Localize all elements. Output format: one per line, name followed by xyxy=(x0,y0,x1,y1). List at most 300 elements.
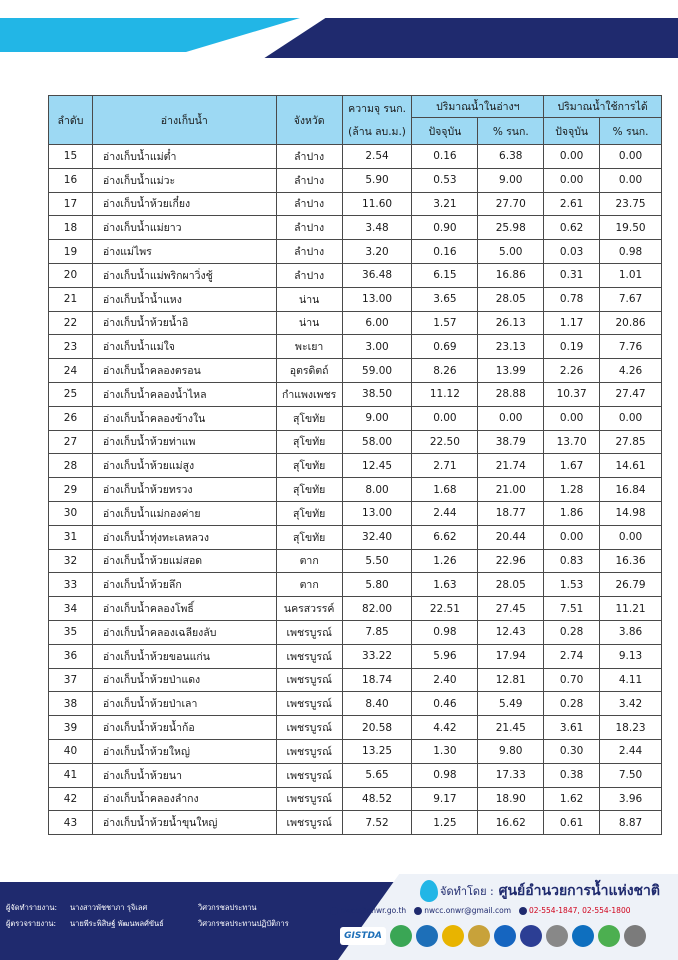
cell-usable-current: 1.28 xyxy=(544,478,600,502)
table-row xyxy=(49,168,662,192)
cell-row-number: 26 xyxy=(49,406,93,430)
cell-usable-current: 0.00 xyxy=(544,145,600,169)
cell-province: สุโขทัย xyxy=(276,525,342,549)
cell-storage-percent: 18.90 xyxy=(478,787,544,811)
cell-row-number: 40 xyxy=(49,739,93,763)
org-credit xyxy=(440,880,660,902)
cell-usable-current: 13.70 xyxy=(544,430,600,454)
table-row xyxy=(49,335,662,359)
cell-capacity: 33.22 xyxy=(342,644,412,668)
cell-usable-current: 0.83 xyxy=(544,549,600,573)
cell-usable-current: 1.53 xyxy=(544,573,600,597)
agency-logo-icon xyxy=(546,925,568,947)
dept-logo-icon xyxy=(416,925,438,947)
cell-capacity: 59.00 xyxy=(342,359,412,383)
header-storage-percent: % รนก. xyxy=(478,118,544,145)
checker-name: นายพีระพิสิษฐ์ พัฒนพลศ์ขันธ์ xyxy=(70,919,164,928)
cell-province: สุโขทัย xyxy=(276,430,342,454)
cell-row-number: 28 xyxy=(49,454,93,478)
cell-storage-current: 1.68 xyxy=(412,478,478,502)
header-no: ลำดับ xyxy=(49,96,93,145)
cell-province: เพชรบูรณ์ xyxy=(276,763,342,787)
cell-storage-percent: 38.79 xyxy=(478,430,544,454)
web-contact[interactable] xyxy=(330,906,406,915)
cell-province: ลำปาง xyxy=(276,168,342,192)
cell-row-number: 19 xyxy=(49,240,93,264)
cell-usable-current: 0.62 xyxy=(544,216,600,240)
cell-reservoir-name: อ่างเก็บน้ำห้วยป่าแดง xyxy=(92,668,276,692)
cell-row-number: 35 xyxy=(49,620,93,644)
cell-storage-current: 1.30 xyxy=(412,739,478,763)
cell-usable-current: 0.28 xyxy=(544,692,600,716)
cell-capacity: 5.50 xyxy=(342,549,412,573)
gistda-logo-icon: GISTDA xyxy=(340,927,386,945)
cell-province: สุโขทัย xyxy=(276,478,342,502)
cell-usable-percent: 4.11 xyxy=(600,668,662,692)
cell-row-number: 18 xyxy=(49,216,93,240)
cell-usable-percent: 0.00 xyxy=(600,145,662,169)
cell-usable-percent: 3.42 xyxy=(600,692,662,716)
cell-province: กำแพงเพชร xyxy=(276,382,342,406)
cell-province: เพชรบูรณ์ xyxy=(276,811,342,835)
header-reservoir: อ่างเก็บน้ำ xyxy=(92,96,276,145)
table-row xyxy=(49,287,662,311)
cell-storage-percent: 23.13 xyxy=(478,335,544,359)
reporter-name: นางสาวพัชชาภา รุจิเลศ xyxy=(70,903,148,912)
cell-capacity: 13.00 xyxy=(342,501,412,525)
cell-province: เพชรบูรณ์ xyxy=(276,668,342,692)
cell-capacity: 18.74 xyxy=(342,668,412,692)
cell-reservoir-name: อ่างเก็บน้ำน้ำแหง xyxy=(92,287,276,311)
cell-province: น่าน xyxy=(276,311,342,335)
header-cyan-stripe xyxy=(0,18,300,52)
table-row xyxy=(49,573,662,597)
cell-storage-current: 3.65 xyxy=(412,287,478,311)
cell-usable-current: 0.30 xyxy=(544,739,600,763)
cell-capacity: 20.58 xyxy=(342,716,412,740)
cell-storage-current: 0.90 xyxy=(412,216,478,240)
cell-usable-current: 0.00 xyxy=(544,168,600,192)
cell-usable-current: 0.03 xyxy=(544,240,600,264)
cell-storage-percent: 6.38 xyxy=(478,145,544,169)
phone-contact[interactable] xyxy=(519,906,630,915)
cell-capacity: 82.00 xyxy=(342,597,412,621)
cell-reservoir-name: อ่างเก็บน้ำทุ่งทะเลหลวง xyxy=(92,525,276,549)
header-storage-current: ปัจจุบัน xyxy=(412,118,478,145)
cell-usable-current: 0.00 xyxy=(544,525,600,549)
cell-usable-current: 0.19 xyxy=(544,335,600,359)
cell-storage-percent: 5.00 xyxy=(478,240,544,264)
cell-usable-percent: 26.79 xyxy=(600,573,662,597)
cell-usable-current: 0.28 xyxy=(544,620,600,644)
table-row xyxy=(49,382,662,406)
seal-logo-icon xyxy=(520,925,542,947)
table-row xyxy=(49,549,662,573)
cell-storage-current: 8.26 xyxy=(412,359,478,383)
table-row xyxy=(49,787,662,811)
cell-usable-current: 3.61 xyxy=(544,716,600,740)
checker-role: วิศวกรชลประทานปฏิบัติการ xyxy=(198,919,289,928)
cell-storage-current: 0.69 xyxy=(412,335,478,359)
cell-usable-percent: 19.50 xyxy=(600,216,662,240)
cell-storage-current: 22.51 xyxy=(412,597,478,621)
cell-usable-current: 1.86 xyxy=(544,501,600,525)
cell-usable-percent: 7.76 xyxy=(600,335,662,359)
cell-usable-current: 1.67 xyxy=(544,454,600,478)
cell-usable-percent: 8.87 xyxy=(600,811,662,835)
cell-usable-current: 2.74 xyxy=(544,644,600,668)
contact-line xyxy=(330,906,676,915)
cell-province: เพชรบูรณ์ xyxy=(276,716,342,740)
cell-usable-current: 10.37 xyxy=(544,382,600,406)
cell-storage-current: 3.21 xyxy=(412,192,478,216)
cell-reservoir-name: อ่างเก็บน้ำห้วยน้ำขุนใหญ่ xyxy=(92,811,276,835)
ministry-logo-icon xyxy=(624,925,646,947)
cell-capacity: 58.00 xyxy=(342,430,412,454)
cell-storage-current: 0.00 xyxy=(412,406,478,430)
cell-reservoir-name: อ่างเก็บน้ำแม่พริกผาวิ่งชู้ xyxy=(92,263,276,287)
cell-reservoir-name: อ่างเก็บน้ำคลองตรอน xyxy=(92,359,276,383)
cell-storage-percent: 22.96 xyxy=(478,549,544,573)
cell-province: ลำปาง xyxy=(276,192,342,216)
cell-usable-current: 7.51 xyxy=(544,597,600,621)
cell-storage-current: 0.16 xyxy=(412,240,478,264)
leaf-logo-icon xyxy=(390,925,412,947)
cell-storage-current: 2.71 xyxy=(412,454,478,478)
cell-row-number: 23 xyxy=(49,335,93,359)
cell-storage-percent: 21.00 xyxy=(478,478,544,502)
cell-capacity: 12.45 xyxy=(342,454,412,478)
cell-usable-percent: 9.13 xyxy=(600,644,662,668)
cell-storage-percent: 17.33 xyxy=(478,763,544,787)
cell-usable-current: 2.26 xyxy=(544,359,600,383)
cell-row-number: 43 xyxy=(49,811,93,835)
cell-row-number: 29 xyxy=(49,478,93,502)
mail-icon xyxy=(414,907,422,915)
phone-text: 02-554-1847, 02-554-1800 xyxy=(529,906,631,915)
cell-province: ลำปาง xyxy=(276,263,342,287)
cell-row-number: 31 xyxy=(49,525,93,549)
cell-usable-percent: 3.96 xyxy=(600,787,662,811)
table-row xyxy=(49,406,662,430)
cell-province: ลำปาง xyxy=(276,240,342,264)
table-row xyxy=(49,668,662,692)
cell-reservoir-name: อ่างเก็บน้ำห้วยใหญ่ xyxy=(92,739,276,763)
cell-province: อุตรดิตถ์ xyxy=(276,359,342,383)
table-row xyxy=(49,525,662,549)
cell-reservoir-name: อ่างเก็บน้ำแม่ใจ xyxy=(92,335,276,359)
cell-row-number: 27 xyxy=(49,430,93,454)
cell-storage-percent: 27.45 xyxy=(478,597,544,621)
cell-usable-current: 0.78 xyxy=(544,287,600,311)
cell-row-number: 41 xyxy=(49,763,93,787)
cell-capacity: 36.48 xyxy=(342,263,412,287)
cell-usable-current: 1.62 xyxy=(544,787,600,811)
cell-row-number: 30 xyxy=(49,501,93,525)
table-row xyxy=(49,644,662,668)
table-row xyxy=(49,597,662,621)
cell-storage-current: 6.62 xyxy=(412,525,478,549)
cell-usable-percent: 27.85 xyxy=(600,430,662,454)
cell-usable-percent: 0.00 xyxy=(600,525,662,549)
cell-storage-percent: 28.88 xyxy=(478,382,544,406)
cell-reservoir-name: อ่างเก็บน้ำห้วยแม่สูง xyxy=(92,454,276,478)
cell-reservoir-name: อ่างเก็บน้ำแม่ยาว xyxy=(92,216,276,240)
cell-capacity: 48.52 xyxy=(342,787,412,811)
cell-usable-percent: 0.00 xyxy=(600,168,662,192)
cell-capacity: 13.00 xyxy=(342,287,412,311)
cell-reservoir-name: อ่างเก็บน้ำคลองเฉลียงลับ xyxy=(92,620,276,644)
cell-usable-percent: 0.00 xyxy=(600,406,662,430)
cell-province: นครสวรรค์ xyxy=(276,597,342,621)
checker-row xyxy=(6,918,289,930)
cell-row-number: 34 xyxy=(49,597,93,621)
cell-storage-current: 0.53 xyxy=(412,168,478,192)
cell-row-number: 39 xyxy=(49,716,93,740)
cell-storage-current: 0.46 xyxy=(412,692,478,716)
cell-province: สุโขทัย xyxy=(276,501,342,525)
table-row xyxy=(49,716,662,740)
cell-storage-percent: 28.05 xyxy=(478,573,544,597)
cell-storage-current: 22.50 xyxy=(412,430,478,454)
water-logo-icon xyxy=(572,925,594,947)
cell-capacity: 38.50 xyxy=(342,382,412,406)
cell-province: สุโขทัย xyxy=(276,406,342,430)
cell-province: ลำปาง xyxy=(276,216,342,240)
cell-row-number: 36 xyxy=(49,644,93,668)
cell-usable-percent: 14.98 xyxy=(600,501,662,525)
reporter-label: ผู้จัดทำรายงาน: xyxy=(6,903,57,912)
cell-usable-current: 0.70 xyxy=(544,668,600,692)
cell-reservoir-name: อ่างเก็บน้ำแม่ต๋ำ xyxy=(92,145,276,169)
cell-usable-percent: 3.86 xyxy=(600,620,662,644)
cell-storage-percent: 13.99 xyxy=(478,359,544,383)
reporter-row xyxy=(6,902,257,914)
cell-capacity: 5.80 xyxy=(342,573,412,597)
cell-capacity: 6.00 xyxy=(342,311,412,335)
cell-reservoir-name: อ่างเก็บน้ำห้วยน้ำอิ xyxy=(92,311,276,335)
cell-reservoir-name: อ่างเก็บน้ำห้วยนา xyxy=(92,763,276,787)
table-body xyxy=(49,145,662,835)
reservoir-table xyxy=(48,95,662,835)
cell-storage-percent: 21.74 xyxy=(478,454,544,478)
table-row xyxy=(49,240,662,264)
table-row xyxy=(49,763,662,787)
cell-capacity: 8.00 xyxy=(342,478,412,502)
cell-capacity: 11.60 xyxy=(342,192,412,216)
cell-row-number: 16 xyxy=(49,168,93,192)
globe-icon xyxy=(330,907,338,915)
cell-usable-percent: 2.44 xyxy=(600,739,662,763)
header-capacity xyxy=(342,96,412,145)
cell-storage-percent: 20.44 xyxy=(478,525,544,549)
cell-capacity: 9.00 xyxy=(342,406,412,430)
table-row xyxy=(49,192,662,216)
cell-province: ลำปาง xyxy=(276,145,342,169)
cell-row-number: 20 xyxy=(49,263,93,287)
table-row xyxy=(49,216,662,240)
environment-logo-icon xyxy=(598,925,620,947)
email-text: nwcc.onwr@gmail.com xyxy=(424,906,511,915)
cell-usable-percent: 16.36 xyxy=(600,549,662,573)
table-header-row-1 xyxy=(49,96,662,118)
table-row xyxy=(49,692,662,716)
cell-usable-percent: 23.75 xyxy=(600,192,662,216)
cell-storage-current: 1.26 xyxy=(412,549,478,573)
cell-capacity: 3.00 xyxy=(342,335,412,359)
cell-usable-percent: 0.98 xyxy=(600,240,662,264)
cell-capacity: 7.85 xyxy=(342,620,412,644)
cell-storage-percent: 27.70 xyxy=(478,192,544,216)
cell-storage-percent: 28.05 xyxy=(478,287,544,311)
cell-usable-current: 0.00 xyxy=(544,406,600,430)
cell-storage-current: 11.12 xyxy=(412,382,478,406)
cell-usable-current: 0.61 xyxy=(544,811,600,835)
reporter-role: วิศวกรชลประทาน xyxy=(198,903,257,912)
cell-storage-percent: 16.62 xyxy=(478,811,544,835)
header-province: จังหวัด xyxy=(276,96,342,145)
cell-capacity: 5.90 xyxy=(342,168,412,192)
email-contact[interactable] xyxy=(414,906,511,915)
cell-storage-percent: 21.45 xyxy=(478,716,544,740)
cell-row-number: 25 xyxy=(49,382,93,406)
cell-row-number: 37 xyxy=(49,668,93,692)
cell-province: เพชรบูรณ์ xyxy=(276,739,342,763)
cell-reservoir-name: อ่างเก็บน้ำห้วยขอนแก่น xyxy=(92,644,276,668)
cell-storage-current: 1.25 xyxy=(412,811,478,835)
cell-province: ตาก xyxy=(276,573,342,597)
cell-province: ตาก xyxy=(276,549,342,573)
cell-reservoir-name: อ่างแม่ไพร xyxy=(92,240,276,264)
cell-storage-current: 6.15 xyxy=(412,263,478,287)
cell-storage-percent: 25.98 xyxy=(478,216,544,240)
cell-storage-current: 2.44 xyxy=(412,501,478,525)
cell-storage-current: 4.42 xyxy=(412,716,478,740)
web-text: nwcc@onwr.go.th xyxy=(340,906,407,915)
cell-usable-percent: 20.86 xyxy=(600,311,662,335)
cell-reservoir-name: อ่างเก็บน้ำแม่วะ xyxy=(92,168,276,192)
cell-reservoir-name: อ่างเก็บน้ำคลองลำกง xyxy=(92,787,276,811)
cell-reservoir-name: อ่างเก็บน้ำคลองข้างใน xyxy=(92,406,276,430)
cell-usable-percent: 14.61 xyxy=(600,454,662,478)
header-storage-group: ปริมาณน้ำในอ่างฯ xyxy=(412,96,544,118)
cell-storage-current: 1.63 xyxy=(412,573,478,597)
cell-storage-percent: 0.00 xyxy=(478,406,544,430)
cell-capacity: 2.54 xyxy=(342,145,412,169)
cell-usable-percent: 1.01 xyxy=(600,263,662,287)
cell-row-number: 32 xyxy=(49,549,93,573)
cell-storage-percent: 5.49 xyxy=(478,692,544,716)
cell-usable-percent: 11.21 xyxy=(600,597,662,621)
cell-reservoir-name: อ่างเก็บน้ำห้วยเกี๋ยง xyxy=(92,192,276,216)
cell-reservoir-name: อ่างเก็บน้ำแม่กองค่าย xyxy=(92,501,276,525)
table-row xyxy=(49,454,662,478)
table-row xyxy=(49,145,662,169)
cell-province: น่าน xyxy=(276,287,342,311)
cell-storage-current: 5.96 xyxy=(412,644,478,668)
cell-storage-percent: 9.80 xyxy=(478,739,544,763)
table-row xyxy=(49,263,662,287)
header-usable-percent: % รนก. xyxy=(600,118,662,145)
table-row xyxy=(49,430,662,454)
table-row xyxy=(49,478,662,502)
cell-row-number: 22 xyxy=(49,311,93,335)
emblem-logo-icon xyxy=(468,925,490,947)
cell-usable-percent: 7.50 xyxy=(600,763,662,787)
cell-row-number: 38 xyxy=(49,692,93,716)
cell-usable-percent: 4.26 xyxy=(600,359,662,383)
cell-reservoir-name: อ่างเก็บน้ำคลองโพธิ์ xyxy=(92,597,276,621)
cell-storage-current: 1.57 xyxy=(412,311,478,335)
cell-row-number: 24 xyxy=(49,359,93,383)
table-row xyxy=(49,311,662,335)
cell-reservoir-name: อ่างเก็บน้ำห้วยป่าเลา xyxy=(92,692,276,716)
cell-storage-percent: 12.81 xyxy=(478,668,544,692)
cell-usable-percent: 27.47 xyxy=(600,382,662,406)
table-row xyxy=(49,501,662,525)
water-drop-logo-icon xyxy=(420,880,438,902)
cell-reservoir-name: อ่างเก็บน้ำห้วยท่าแพ xyxy=(92,430,276,454)
table-row xyxy=(49,359,662,383)
cell-storage-current: 9.17 xyxy=(412,787,478,811)
cell-usable-percent: 18.23 xyxy=(600,716,662,740)
crest-logo-icon xyxy=(442,925,464,947)
cell-capacity: 13.25 xyxy=(342,739,412,763)
cell-storage-current: 0.16 xyxy=(412,145,478,169)
cell-reservoir-name: อ่างเก็บน้ำห้วยลึก xyxy=(92,573,276,597)
cell-storage-current: 2.40 xyxy=(412,668,478,692)
cell-capacity: 8.40 xyxy=(342,692,412,716)
cell-province: เพชรบูรณ์ xyxy=(276,692,342,716)
header-band xyxy=(0,0,678,58)
cell-province: เพชรบูรณ์ xyxy=(276,787,342,811)
cell-reservoir-name: อ่างเก็บน้ำห้วยน้ำก้อ xyxy=(92,716,276,740)
cell-storage-percent: 16.86 xyxy=(478,263,544,287)
cell-reservoir-name: อ่างเก็บน้ำห้วยแม่สอด xyxy=(92,549,276,573)
cell-capacity: 3.48 xyxy=(342,216,412,240)
table-row xyxy=(49,811,662,835)
cell-capacity: 7.52 xyxy=(342,811,412,835)
cell-storage-current: 0.98 xyxy=(412,763,478,787)
cell-row-number: 17 xyxy=(49,192,93,216)
cell-row-number: 33 xyxy=(49,573,93,597)
header-usable-group: ปริมาณน้ำใช้การได้ xyxy=(544,96,662,118)
shield-logo-icon xyxy=(494,925,516,947)
cell-usable-current: 0.31 xyxy=(544,263,600,287)
cell-usable-current: 0.38 xyxy=(544,763,600,787)
cell-storage-percent: 12.43 xyxy=(478,620,544,644)
cell-row-number: 15 xyxy=(49,145,93,169)
cell-province: เพชรบูรณ์ xyxy=(276,620,342,644)
cell-capacity: 32.40 xyxy=(342,525,412,549)
header-usable-current: ปัจจุบัน xyxy=(544,118,600,145)
cell-storage-current: 0.98 xyxy=(412,620,478,644)
cell-row-number: 21 xyxy=(49,287,93,311)
table-row xyxy=(49,739,662,763)
checker-label: ผู้ตรวจรายงาน: xyxy=(6,919,57,928)
partner-logos xyxy=(340,922,674,950)
cell-capacity: 3.20 xyxy=(342,240,412,264)
cell-storage-percent: 18.77 xyxy=(478,501,544,525)
cell-province: สุโขทัย xyxy=(276,454,342,478)
cell-storage-percent: 9.00 xyxy=(478,168,544,192)
phone-icon xyxy=(519,907,527,915)
header-capacity-line1: ความจุ รนก. xyxy=(348,103,406,115)
cell-usable-current: 2.61 xyxy=(544,192,600,216)
org-prefix: จัดทำโดย : xyxy=(440,885,494,898)
cell-storage-percent: 17.94 xyxy=(478,644,544,668)
cell-row-number: 42 xyxy=(49,787,93,811)
